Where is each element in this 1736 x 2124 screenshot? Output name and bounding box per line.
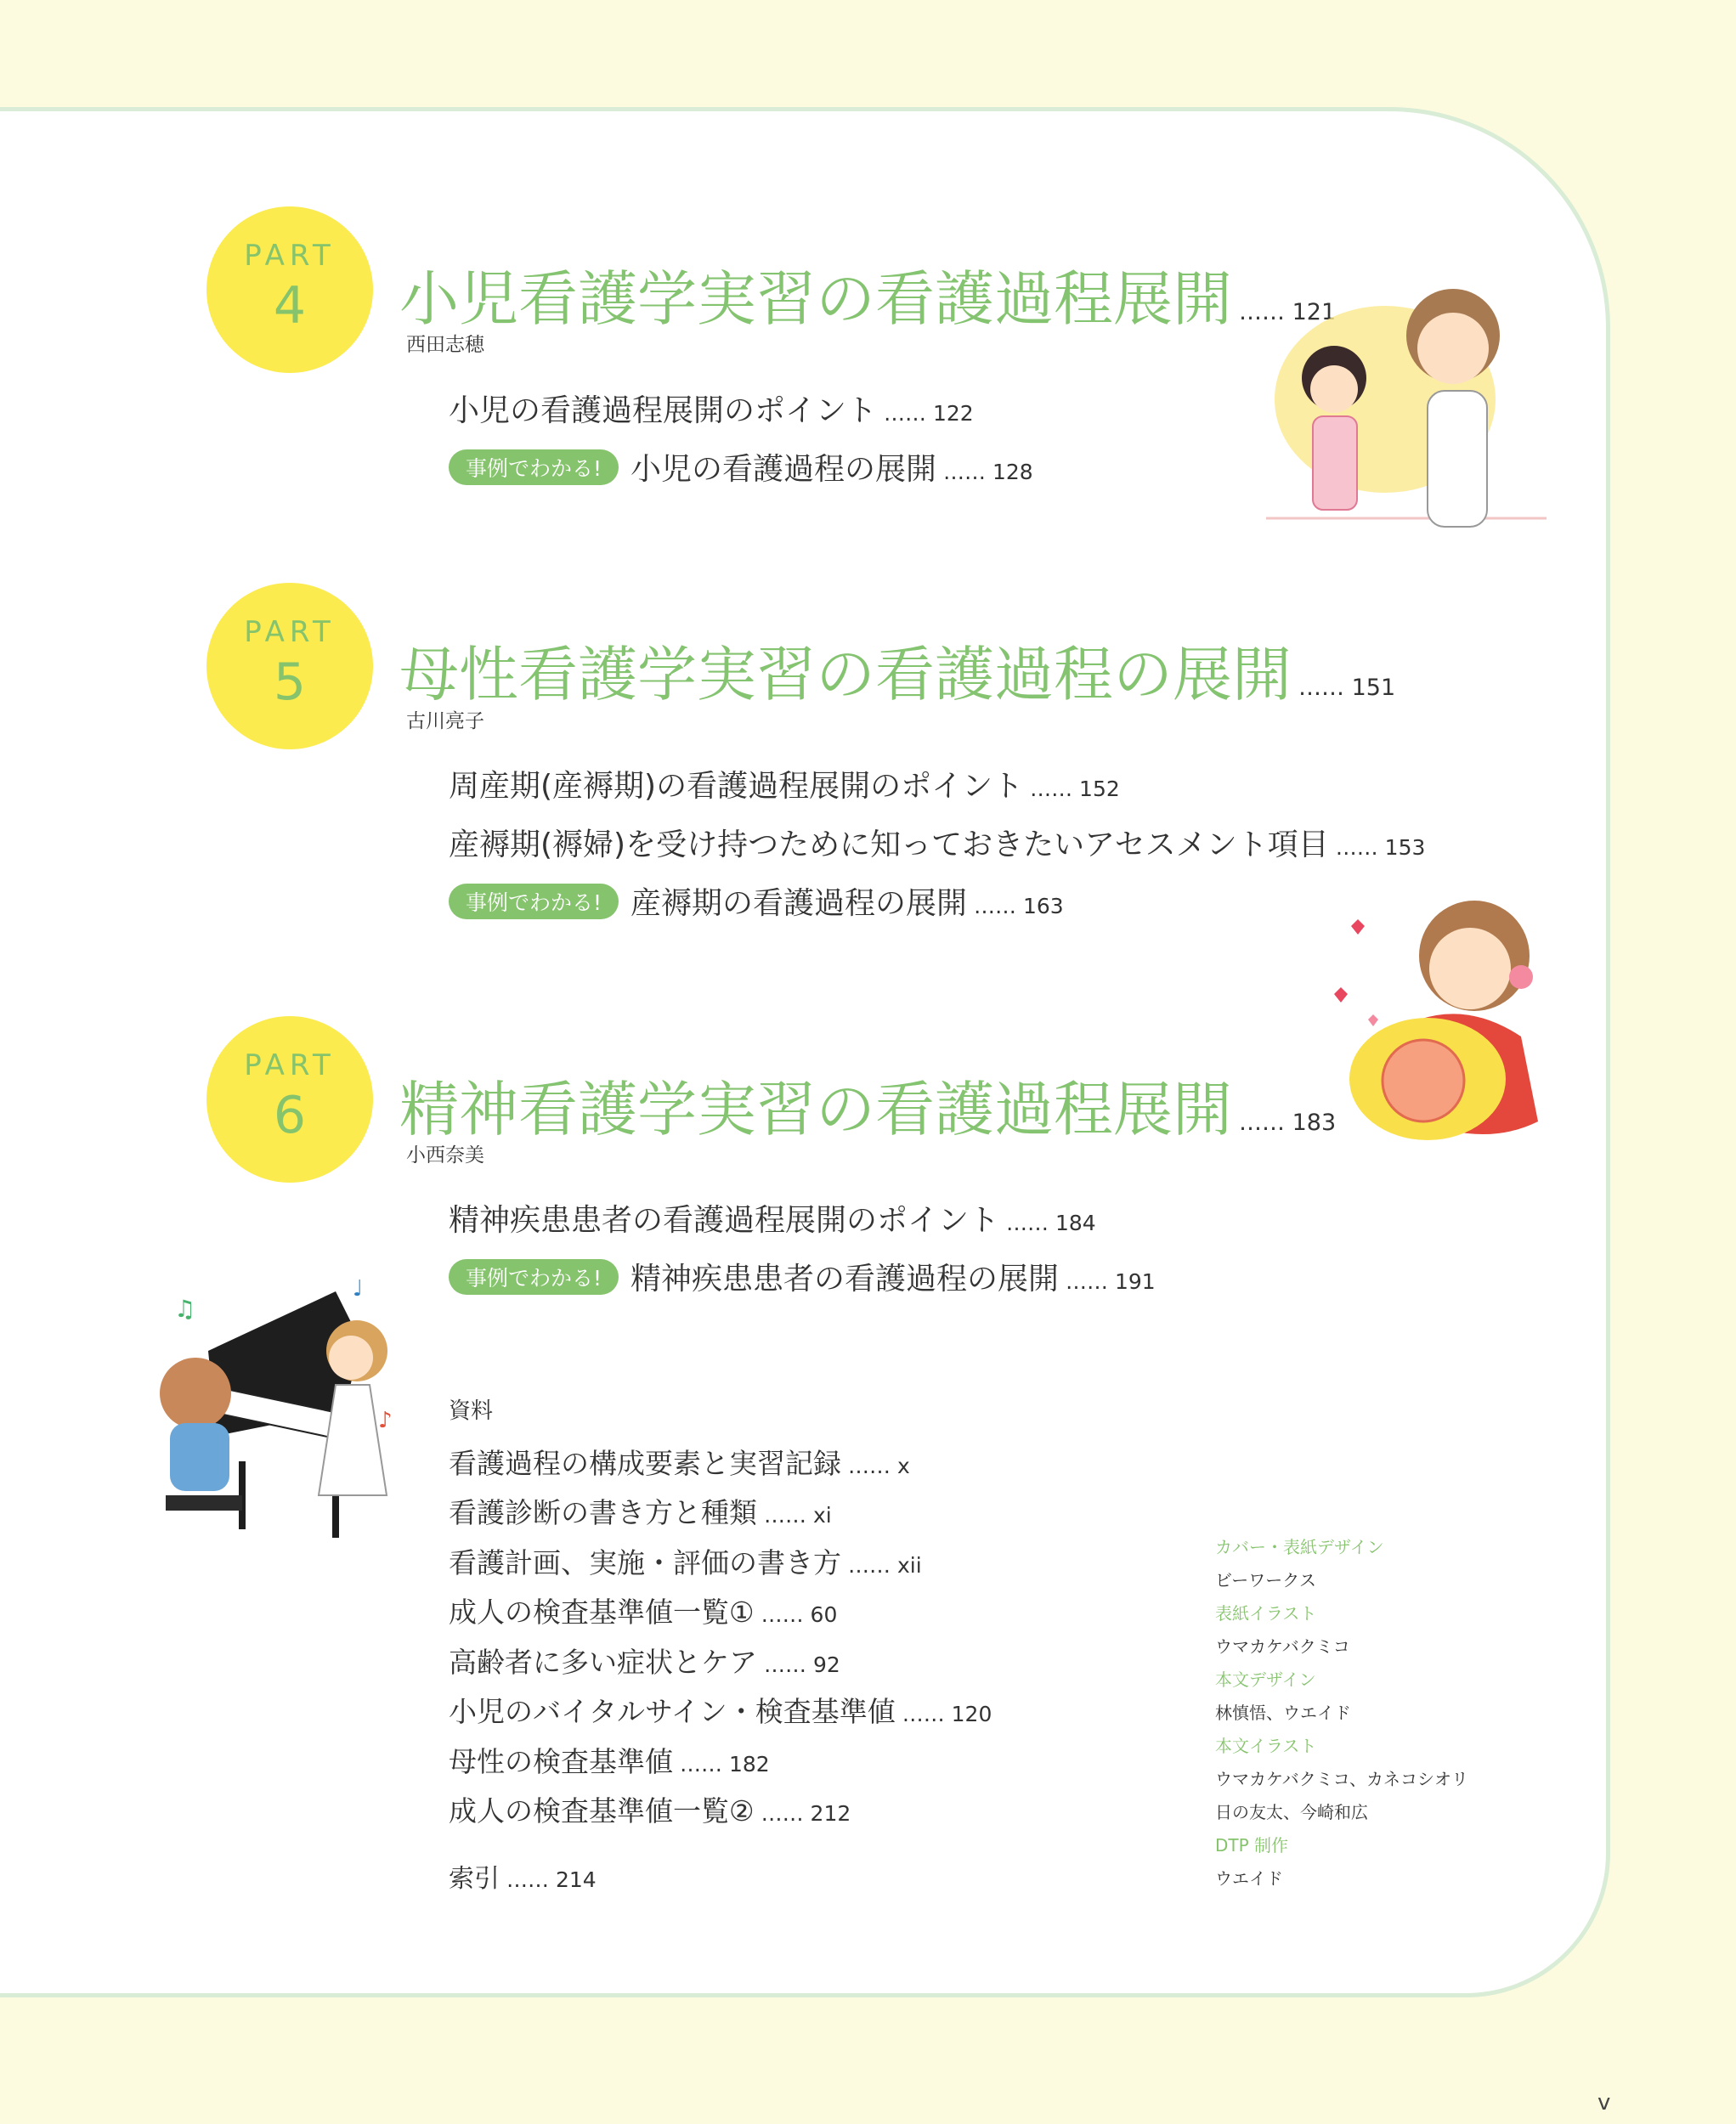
resource-text: 高齢者に多い症状とケア (449, 1646, 757, 1679)
resource-entry[interactable] (449, 1541, 922, 1581)
resource-entry[interactable] (449, 1590, 837, 1630)
credit-name: 日の友太、今崎和広 (1215, 1802, 1368, 1822)
entry-text: 周産期(産褥期)の看護過程展開のポイント (449, 769, 1024, 804)
entry-page: …… 122 (884, 401, 974, 426)
credit-role: 本文デザイン (1215, 1669, 1316, 1690)
part-label: PART (244, 615, 336, 649)
credit-role: カバー・表紙デザイン (1215, 1537, 1384, 1557)
resource-page: …… 60 (761, 1602, 838, 1627)
toc-entry[interactable] (449, 762, 1120, 805)
resource-text: 看護計画、実施・評価の書き方 (449, 1546, 841, 1579)
resource-text: 看護診断の書き方と種類 (449, 1496, 757, 1529)
case-study-badge: 事例でわかる! (449, 884, 619, 919)
part-number: 5 (273, 652, 307, 712)
entry-text: 精神疾患患者の看護過程展開のポイント (449, 1203, 1000, 1238)
part-title-text: 精神看護学実習の看護過程展開 (399, 1075, 1232, 1144)
resource-text: 成人の検査基準値一覧① (449, 1596, 755, 1629)
entry-page: …… 128 (943, 460, 1033, 484)
entry-page: …… 153 (1335, 835, 1426, 860)
part-5-author: 古川亮子 (406, 710, 484, 732)
svg-text:♪: ♪ (378, 1408, 393, 1433)
entry-page: …… 191 (1066, 1269, 1156, 1294)
svg-text:♩: ♩ (353, 1276, 364, 1302)
part-number: 6 (273, 1086, 307, 1145)
part-label: PART (244, 239, 336, 273)
piano-illustration (132, 1257, 421, 1546)
credit-name: ウエイド (1215, 1868, 1283, 1889)
resource-page: …… xii (848, 1553, 922, 1578)
part-label: PART (244, 1048, 336, 1082)
resource-text: 成人の検査基準値一覧② (449, 1794, 755, 1827)
resource-text: 看護過程の構成要素と実習記録 (449, 1447, 841, 1480)
credit-name: ウマカケバクミコ (1215, 1636, 1350, 1657)
credit-name: ビーワークス (1215, 1570, 1316, 1590)
part-4-title[interactable] (399, 251, 1336, 337)
toc-entry-case[interactable] (449, 445, 1033, 489)
entry-text: 産褥期の看護過程の展開 (631, 886, 968, 921)
case-study-badge: 事例でわかる! (449, 1259, 619, 1295)
toc-entry-case[interactable] (449, 1255, 1156, 1298)
credit-name: ウマカケバクミコ、カネコシオリ (1215, 1769, 1468, 1789)
resource-page: …… xi (764, 1503, 832, 1528)
part-page: …… 151 (1298, 675, 1396, 701)
resource-entry[interactable] (449, 1740, 770, 1780)
resource-entry[interactable] (449, 1641, 840, 1681)
part-page: …… 121 (1239, 299, 1337, 325)
credit-name: 林慎悟、ウエイド (1215, 1703, 1351, 1723)
credit-role: 表紙イラスト (1215, 1603, 1317, 1624)
case-study-badge: 事例でわかる! (449, 449, 619, 485)
credit-role: 本文イラスト (1215, 1736, 1317, 1756)
part-page: …… 183 (1239, 1110, 1337, 1136)
svg-text:♫: ♫ (174, 1295, 196, 1323)
part-6-title[interactable] (399, 1062, 1336, 1148)
part-5-badge (206, 583, 373, 749)
resource-page: …… 182 (680, 1752, 770, 1777)
part-6-author: 小西奈美 (406, 1144, 484, 1167)
toc-entry[interactable] (449, 821, 1425, 864)
part-6-badge (206, 1016, 373, 1183)
entry-page: …… 184 (1006, 1211, 1096, 1235)
index-text: 索引 (449, 1864, 500, 1894)
nurse-child-illustration (1266, 272, 1555, 569)
resource-entry[interactable] (449, 1442, 910, 1482)
part-4-author: 西田志穂 (406, 334, 484, 356)
resource-entry[interactable] (449, 1690, 992, 1730)
entry-text: 小児の看護過程の展開 (631, 452, 937, 487)
part-5-title[interactable] (399, 627, 1395, 713)
part-title-text: 母性看護学実習の看護過程の展開 (399, 640, 1292, 709)
resource-text: 母性の検査基準値 (449, 1745, 673, 1778)
resource-entry[interactable] (449, 1491, 832, 1531)
part-number: 4 (273, 276, 307, 336)
entry-page: …… 152 (1030, 777, 1120, 801)
credit-role: DTP 制作 (1215, 1835, 1289, 1856)
toc-entry[interactable] (449, 1196, 1096, 1240)
resource-text: 小児のバイタルサイン・検査基準値 (449, 1695, 896, 1728)
resource-page: …… 92 (764, 1652, 840, 1677)
part-title-text: 小児看護学実習の看護過程展開 (399, 264, 1232, 334)
entry-text: 小児の看護過程展開のポイント (449, 393, 878, 428)
resource-page: …… 212 (761, 1801, 851, 1826)
toc-entry[interactable] (449, 387, 974, 430)
toc-entry-case[interactable] (449, 879, 1064, 923)
entry-text: 産褥期(褥婦)を受け持つために知っておきたいアセスメント項目 (449, 828, 1329, 862)
index-page: …… 214 (506, 1867, 597, 1892)
pregnant-woman-illustration (1317, 884, 1572, 1155)
resource-page: …… x (848, 1454, 910, 1478)
index-entry[interactable] (449, 1857, 597, 1895)
resources-label: 資料 (449, 1398, 494, 1424)
resource-entry[interactable] (449, 1789, 851, 1829)
resource-page: …… 120 (902, 1702, 992, 1726)
part-4-badge (206, 206, 373, 373)
page-number: v (1597, 2090, 1611, 2116)
entry-page: …… 163 (974, 894, 1064, 918)
credits (1215, 1531, 1468, 1895)
entry-text: 精神疾患患者の看護過程の展開 (631, 1262, 1060, 1296)
